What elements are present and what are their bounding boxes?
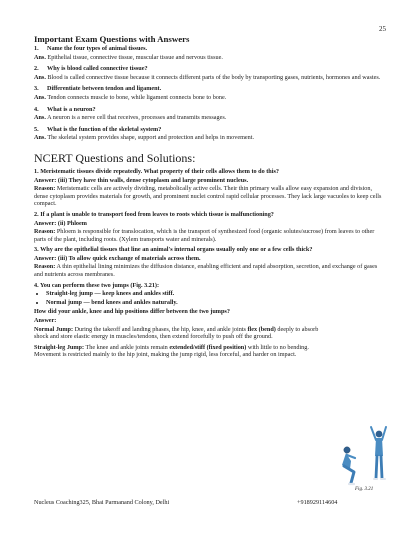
normal-jump-label: Normal Jump: (34, 325, 74, 333)
list-item: • Straight-leg jump — keep knees and ankles stiff. (46, 290, 386, 298)
crouching-person (342, 447, 355, 484)
answer-text: Tendon connects muscle to bone, while ligament connects bone to bone. (47, 93, 227, 101)
flex-term: flex (bend) (247, 325, 276, 333)
answer-label: Ans. (34, 114, 46, 122)
content (34, 34, 386, 362)
normal-jump-paragraph (34, 326, 334, 341)
answer-label: Ans. (34, 53, 46, 61)
important-item (34, 106, 386, 122)
question-number: 3. (34, 85, 39, 93)
reason-text: A thin epithelial lining minimizes the diffusion distance, enabling efficient and rapid absorption, secretion, and exchange of gases and nutrients across membranes. (34, 263, 378, 279)
question-number: 5. (34, 125, 39, 133)
answer-label: Ans. (34, 93, 46, 101)
question-number: 1. (34, 45, 39, 52)
straight-jump-paragraph (34, 344, 334, 359)
reason-label: Reason: (34, 185, 56, 193)
ncert-answer-1: Answer: (iii) They have thin walls, dense cytoplasm and large prominent nucleus. (34, 176, 249, 184)
question-text: What is a neuron? (47, 105, 96, 113)
important-item (34, 85, 386, 101)
question-text: Differentiate between tendon and ligament. (47, 85, 162, 93)
answer-text: Epithelial tissue, connective tissue, muscular tissue and nervous tissue. (47, 53, 223, 61)
ncert-question-1: 1. Meristematic tissues divide repeatedly. What property of their cells allows them to do this? (34, 167, 279, 175)
ncert-answer-2: Answer: (ii) Phloem (34, 219, 87, 227)
answer-text: The skeletal system provides shape, support and protection and helps in movement. (47, 134, 255, 142)
answer-text: Blood is called connective tissue because it connects different parts of the body by transporting gases, nutrients, hormones and wastes. (47, 73, 381, 81)
answer-label: Ans. (34, 134, 46, 142)
list-item: • Normal jump — bend knees and ankles naturally. (46, 299, 386, 307)
ncert-title: NCERT Questions and Solutions: (34, 150, 196, 165)
important-item (34, 45, 386, 61)
reason-text: Meristematic cells are actively dividing, metabolically active cells. Their thin primary walls allow easy expansion and division, dense cytoplasm provides materials for growth, and prominent nuclei control rapid cellular processes. They lack large vacuoles to keep cells compact. (34, 185, 382, 208)
figure-caption: Fig. 3.21 (355, 487, 374, 492)
important-item (34, 126, 386, 142)
standing-person (371, 427, 386, 479)
stiff-term: extended/stiff (fixed position) (169, 343, 247, 351)
ncert-question-2: 2. If a plant is unable to transport food from leaves to roots which tissue is malfunctioning? (34, 210, 274, 218)
important-item (34, 65, 386, 81)
normal-jump-text: During the takeoff and landing phases, the hip, knee, and ankle joints (74, 325, 246, 333)
reason-label: Reason: (34, 263, 56, 271)
footer-phone: +918929114604 (297, 499, 338, 506)
straight-jump-label: Straight-leg Jump: (34, 343, 85, 351)
jump-list (34, 290, 386, 306)
question-number: 4. (34, 105, 39, 113)
page-number: 25 (379, 25, 386, 33)
question-text: What is the function of the skeletal system? (47, 125, 162, 133)
answer-label: Ans. (34, 73, 46, 81)
ncert-question-3: 3. Why are the epithelial tissues that line an animal's internal organs usually only one or a few cells thick? (34, 246, 313, 254)
question-text: Why is blood called connective tissue? (47, 65, 148, 73)
question-number: 2. (34, 65, 39, 73)
straight-jump-text-2: with little to no bending. Movement is restricted mainly to the hip joint, making the jump rigid, less forceful, and harder on impact. (34, 343, 309, 359)
question-text: Name the four types of animal tissues. (47, 45, 148, 52)
reason-text: Phloem is responsible for translocation, which is the transport of synthesized food (organic solutes/sucrose) from leaves to other parts of the plant, including roots. (Xylem transports water and minerals). (34, 228, 375, 243)
important-title: Important Exam Questions with Answers (34, 34, 190, 44)
ncert-answer-4: Answer: (34, 317, 57, 325)
reason-label: Reason: (34, 228, 56, 236)
straight-jump-text: The knee and ankle joints remain (85, 343, 168, 351)
ncert-subquestion: How did your ankle, knee and hip positions differ between the two jumps? (34, 308, 230, 316)
ncert-answer-3: Answer: (iii) To allow quick exchange of materials across them. (34, 254, 201, 262)
answer-text: A neuron is a nerve cell that receives, processes and transmits messages. (47, 114, 227, 122)
normal-jump-text-2: deeply to absorb shock and store elastic energy in muscles/tendons, then extend forcefully to push off the ground. (34, 325, 319, 341)
footer-address: Nucleus Coaching325, Bhai Parmanand Colony, Delhi (34, 499, 170, 506)
ncert-question-4: 4. You can perform these two jumps (Fig. 3.21): (34, 281, 160, 289)
